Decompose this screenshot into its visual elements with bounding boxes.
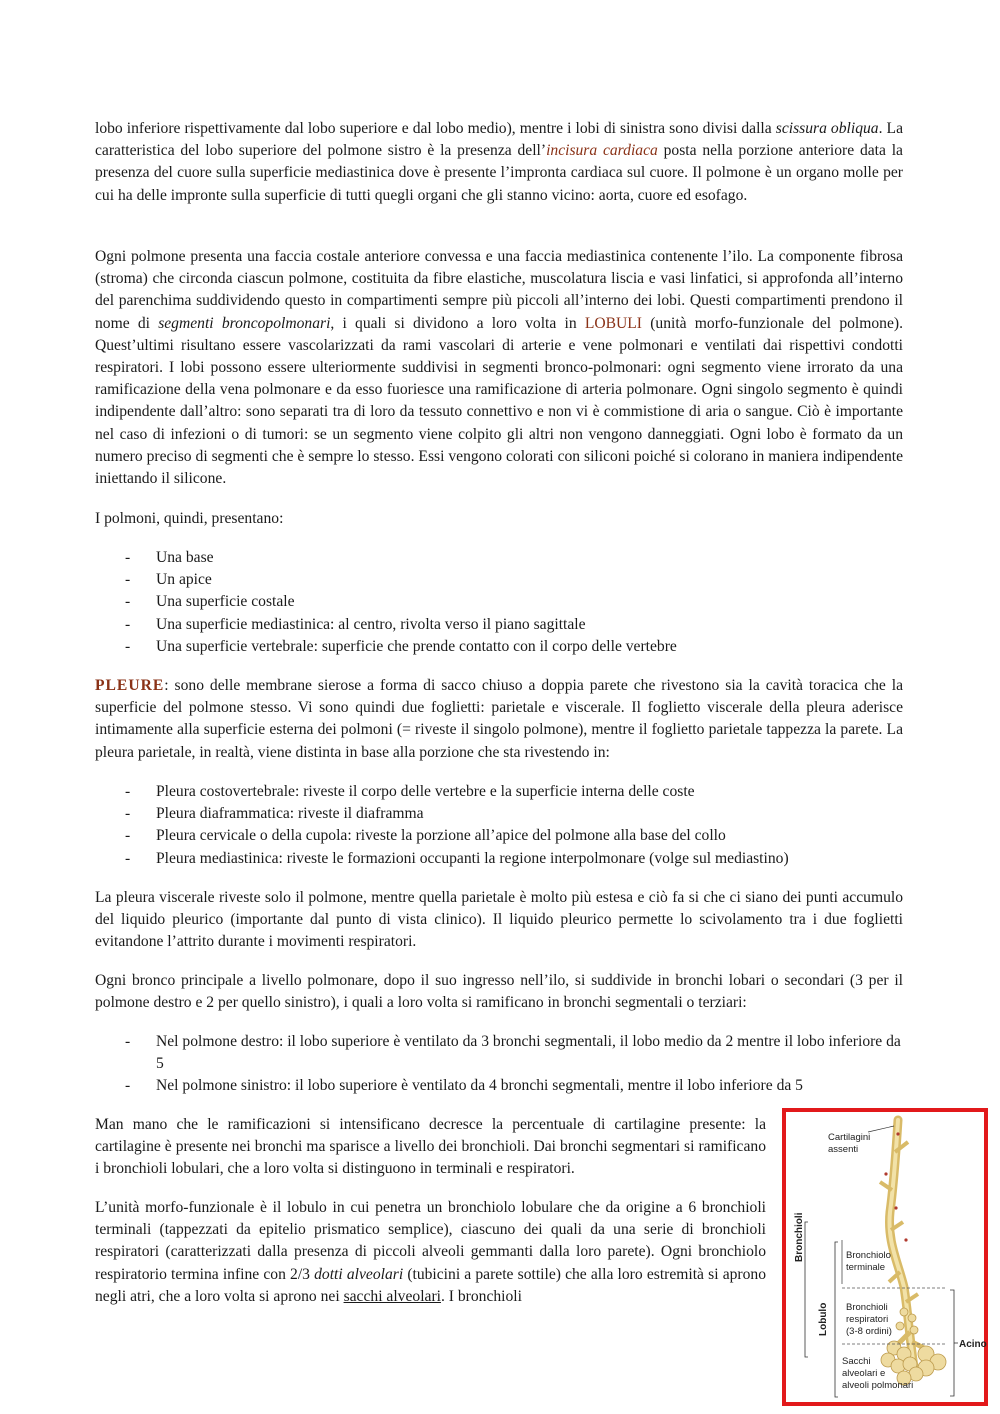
- paragraph-pleure: [95, 675, 903, 764]
- vessel-dot: [884, 1172, 887, 1175]
- label-bronchioli-resp: Bronchioli: [846, 1302, 888, 1313]
- text-run: lobo inferiore rispettivamente dal lobo superiore e dal lobo medio), mentre i lobi di sinistra sono divisi dalla: [95, 120, 776, 137]
- term-segmenti-broncopolmonari: segmenti broncopolmonari: [158, 314, 331, 332]
- bracket-bronchioli: [805, 1222, 808, 1357]
- bronchiole-illustration: [786, 1112, 987, 1402]
- text-run: . La caratteristica del lobo superiore del polmone sistro è la presenza dell’: [95, 120, 904, 160]
- list-item: - Una superficie vertebrale: superficie che prende contatto con il corpo delle vertebre: [95, 636, 903, 658]
- list-item: - Una base: [95, 547, 903, 569]
- text-run: : sono delle membrane sierose a forma di sacco chiuso a doppia parete che rivestono sia la cavità toracica che la superficie del polmone stesso. Vi sono quindi due foglietti: parietale e viscerale. Il foglietto viscerale della pleura aderisce intimamente alla superficie esterna dei polmoni (= riveste il singolo polmone), mentre il foglietto parietale tappezza la parete. La pleura parietale, in realtà, viene distinta in base alla porzione che sta rivestendo in:: [95, 677, 903, 761]
- label-bronchiolo: Bronchiolo: [846, 1250, 891, 1261]
- label-terminale: terminale: [846, 1262, 886, 1273]
- text-run: Ogni polmone presenta una faccia costale anteriore convessa e una faccia mediastinica contenente l’ilo. La componente fibrosa (stroma) che circonda ciascun polmone, costituita da fibre elastiche, muscolatura liscia e vasi linfatici, si approfonda all’interno del parenchima suddividendo questo in compartimenti sempre più piccoli all’interno dei lobi. Questi compartimenti prendono il nome di: [95, 248, 903, 332]
- paragraph-intro-list: [95, 508, 903, 530]
- leader-line: [868, 1126, 894, 1132]
- text-run: (unità morfo-funzionale del polmone). Quest’ultimi risultano essere vascolarizzati da rami vascolari di arterie e vene polmonari e ventilati dai rispettivi condotti respiratori. I lobi possono essere ulteriormente suddivisi in segmenti bronco-polmonari: ogni segmento viene irrorato da una ramificazione della vena polmonare e da esso fuoriesce una ramificazione di arteria polmonare. Ogni singolo segmento è quindi indipendente dall’altro: sono separati tra di loro da tessuto connettivo e non vi è commistione di aria o sangue. Ciò è importante nel caso di infezioni o di tumori: se un segmento viene colpito gli altri non vengono danneggiati. Ogni lobo è formato da un numero preciso di segmenti che è sempre lo stesso. Essi vengono colorati con siliconi poiché si colorano in maniera indipendente iniettando il silicone.: [95, 314, 903, 488]
- bronchiole-figure: [782, 1108, 988, 1406]
- label-alveoli-polmonari: alveoli polmonari: [842, 1380, 914, 1391]
- vessel-dot: [904, 1238, 907, 1241]
- paragraph-lung-lobes: [95, 118, 903, 207]
- list-item: - Pleura mediastinica: riveste le formazioni occupanti la regione interpolmonare (volge sul mediastino): [95, 848, 903, 870]
- text-run: , i quali si dividono a loro volta in: [330, 314, 585, 332]
- list-item: - Un apice: [95, 569, 903, 591]
- label-alveolari: alveolari e: [842, 1368, 886, 1379]
- term-dotti-alveolari: dotti alveolari: [314, 1265, 404, 1283]
- list-item: - Nel polmone sinistro: il lobo superiore è ventilato da 4 bronchi segmentali, mentre il lobo inferiore da 5: [95, 1075, 903, 1097]
- list-lung-surfaces: [95, 547, 903, 658]
- list-item: - Pleura costovertebrale: riveste il corpo delle vertebre e la superficie interna delle coste: [95, 781, 903, 803]
- list-item: - Nel polmone destro: il lobo superiore è ventilato da 3 bronchi segmentali, il lobo medio da 2 mentre il lobo inferiore da 5: [95, 1031, 903, 1075]
- paragraph-segments: [95, 246, 903, 490]
- list-segmental-bronchi: [95, 1031, 903, 1098]
- vessel-dot: [896, 1132, 899, 1135]
- bracket-acino: [950, 1290, 954, 1396]
- term-sacchi-alveolari: sacchi alveolari: [343, 1287, 441, 1305]
- paragraph-bronchi: [95, 970, 903, 1014]
- label-sacchi: Sacchi: [842, 1356, 871, 1367]
- bracket-lobulo: [835, 1242, 838, 1397]
- paragraph-cartilage: [95, 1114, 766, 1181]
- list-item: - Pleura cervicale o della cupola: riveste la porzione all’apice del polmone alla base del collo: [95, 825, 903, 847]
- list-pleura-types: [95, 781, 903, 870]
- label-ordini: (3-8 ordini): [846, 1326, 892, 1337]
- list-item: - Una superficie costale: [95, 591, 903, 613]
- text-run: Ogni bronco principale a livello polmonare, dopo il suo ingresso nell’ilo, si suddivide in bronchi lobari o secondari (3 per il polmone destro e 2 per quello sinistro), i quali a loro volta si ramificano in bronchi segmentali o terziari:: [95, 972, 903, 1012]
- term-scissura-obliqua: scissura obliqua: [775, 120, 879, 137]
- label-lobulo: Lobulo: [818, 1302, 829, 1336]
- paragraph-pleural-fluid: [95, 887, 903, 954]
- label-bronchioli: Bronchioli: [794, 1212, 805, 1262]
- text-run: L’unità morfo-funzionale è il lobulo in cui penetra un bronchiolo lobulare che da origine a 6 bronchioli terminali (tappezzati da epitelio prismatico semplice), ciascuno dei quali da una serie di bronchioli respiratori (caratterizzati dalla presenza di piccoli alveoli gemmanti dalla loro parete). Ogni bronchiolo respiratorio termina infine con 2/3: [95, 1199, 766, 1283]
- text-run: posta nella porzione anteriore data la presenza del cuore sulla superficie mediastinica dove è presente l’impronta cardiaca sul cuore. Il polmone è un organo molle per cui ha delle impronte sulla superficie di tutti quegli organi che gli stanno vicino: aorta, cuore ed esofago.: [95, 142, 903, 204]
- label-acino: Acino: [959, 1339, 987, 1350]
- label-cartilagini-assenti: assenti: [828, 1144, 859, 1155]
- paragraph-lobule: [95, 1197, 766, 1308]
- vessel-dot: [894, 1206, 897, 1209]
- list-item: - Una superficie mediastinica: al centro, rivolta verso il piano sagittale: [95, 614, 903, 636]
- label-respiratori: respiratori: [846, 1314, 889, 1325]
- term-lobuli: LOBULI: [584, 314, 642, 332]
- text-run: I polmoni, quindi, presentano:: [95, 510, 284, 527]
- list-item: - Pleura diaframmatica: riveste il diaframma: [95, 803, 903, 825]
- text-run: Man mano che le ramificazioni si intensificano decresce la percentuale di cartilagine presente: la cartilagine è presente nei bronchi ma sparisce a livello dei bronchioli. Dai bronchi segmentari si ramificano i bronchioli lobulari, che a loro volta si distinguono in terminali e respiratori.: [95, 1116, 766, 1178]
- label-cartilagini: Cartilagini: [828, 1132, 871, 1143]
- text-run: (tubicini a parete sottile) che alla loro estremità si aprono negli atri, che a loro volta si aprono nei: [95, 1265, 766, 1305]
- term-incisura-cardiaca: incisura cardiaca: [546, 142, 658, 160]
- text-run: . I bronchioli: [440, 1287, 522, 1305]
- term-pleure: PLEURE: [95, 677, 165, 694]
- text-run: La pleura viscerale riveste solo il polmone, mentre quella parietale è molto più estesa e ciò fa si che ci siano dei punti accumulo del liquido pleurico (importante dal punto di vista clinico). Il liquido pleurico permette lo scivolamento tra i due foglietti evitandone l’attrito durante i movimenti respiratori.: [95, 889, 903, 951]
